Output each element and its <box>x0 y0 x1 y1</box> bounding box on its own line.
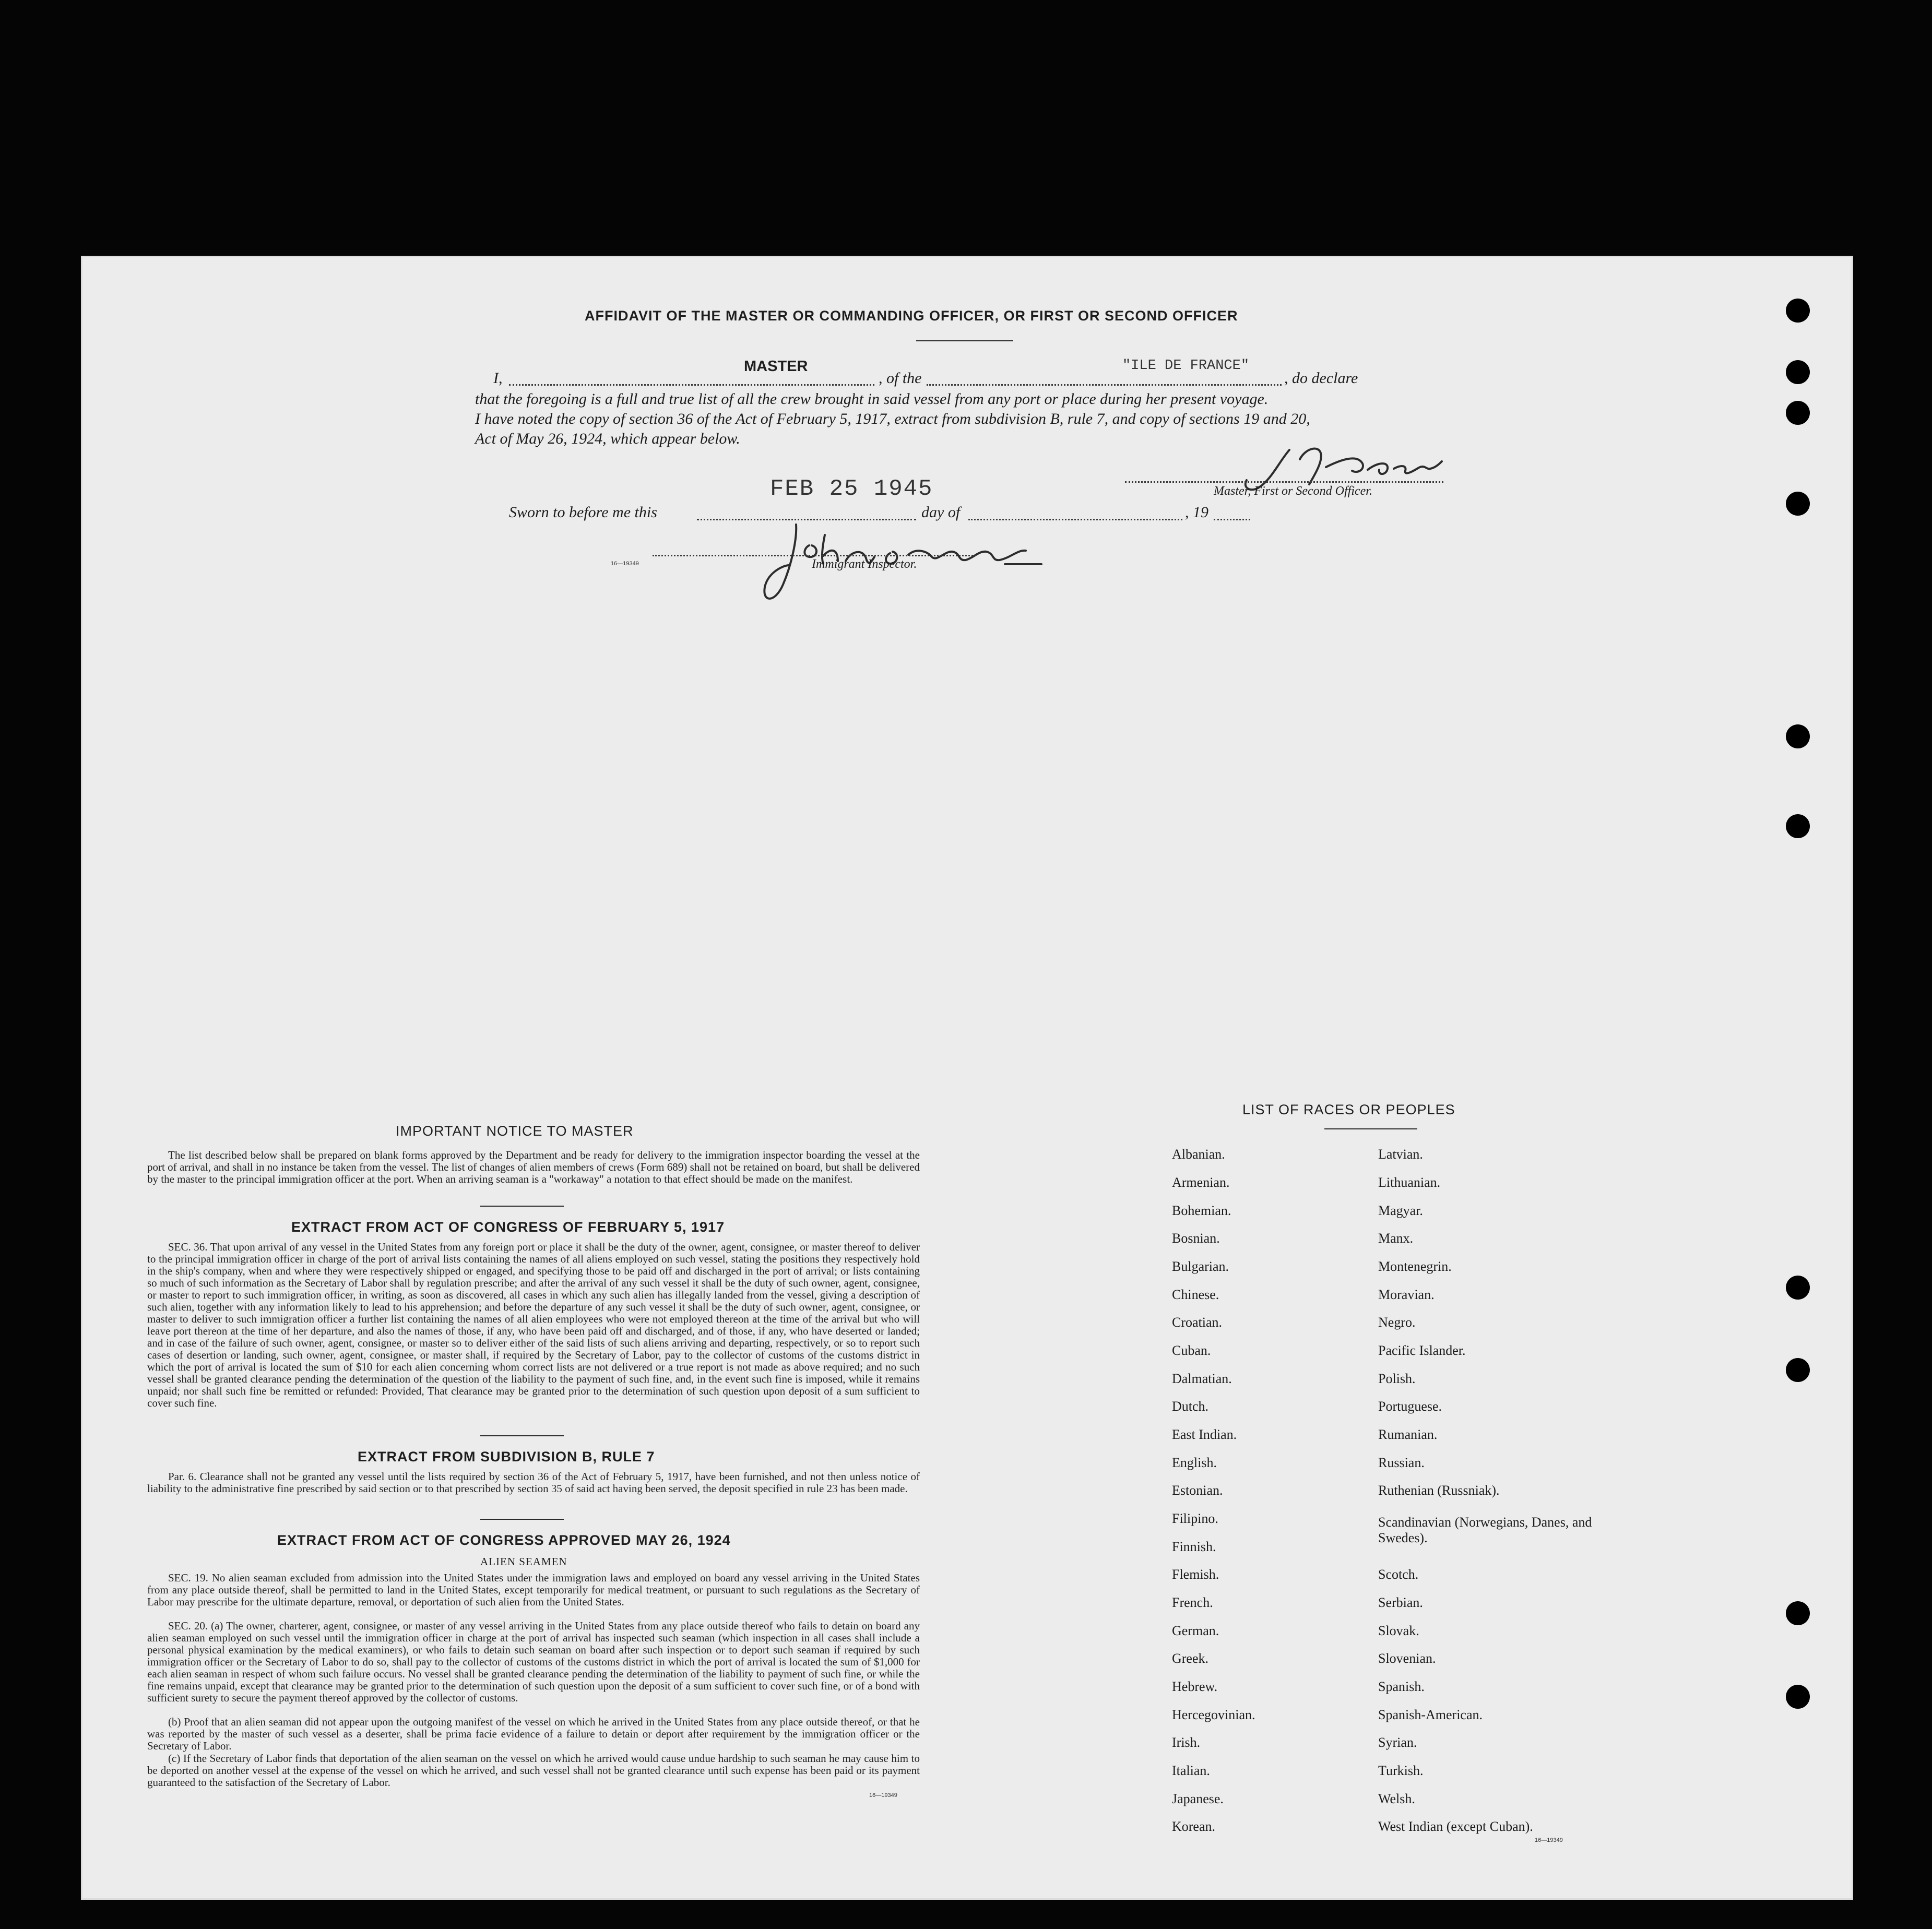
race-item: Irish. <box>1172 1735 1201 1750</box>
affidavit-line-2: that the foregoing is a full and true list of all the crew brought in said vessel from any port or place during her present voyage. <box>475 390 1269 408</box>
punch-hole <box>1786 492 1810 516</box>
do-declare-label: , do declare <box>1284 370 1358 387</box>
notice-title: IMPORTANT NOTICE TO MASTER <box>396 1123 634 1139</box>
race-item: Filipino. <box>1172 1511 1218 1526</box>
punch-hole <box>1786 1276 1810 1300</box>
of-the-label: , of the <box>879 370 922 387</box>
race-item: Flemish. <box>1172 1567 1219 1582</box>
race-item: Scandinavian (Norwegians, Danes, and Swedes). <box>1378 1515 1592 1545</box>
extract1924-sec20c: (c) If the Secretary of Labor finds that deportation of the alien seaman on the vessel on which he arrived would cause undue hardship to such seaman he may cause him to be deported on another vessel at the expense of the vessel on which he arrived, and such vessel shall not be granted clearance until such expense has been paid or its payment guaranteed to the satisfaction of the Secretary of Labor. <box>147 1752 920 1789</box>
extract1917-rule <box>480 1435 564 1436</box>
master-name-line <box>509 384 874 386</box>
race-item: Dutch. <box>1172 1399 1209 1414</box>
inspector-caption: Immigrant Inspector. <box>812 557 917 571</box>
races-rule <box>1324 1128 1417 1129</box>
punch-hole <box>1786 401 1810 425</box>
race-item: Bosnian. <box>1172 1231 1220 1246</box>
race-item: Welsh. <box>1378 1791 1415 1806</box>
punch-hole <box>1786 1685 1810 1709</box>
affidavit-line-3: I have noted the copy of section 36 of the Act of February 5, 1917, extract from subdivision B, rule 7, and copy of sections 19 and 20, <box>475 410 1310 427</box>
race-item: Hebrew. <box>1172 1679 1218 1694</box>
day-of-label: day of <box>921 504 961 521</box>
race-item: Finnish. <box>1172 1539 1216 1554</box>
race-item: Cuban. <box>1172 1343 1211 1358</box>
race-item: Russian. <box>1378 1455 1425 1470</box>
race-item: Slovak. <box>1378 1623 1419 1638</box>
punch-hole <box>1786 299 1810 323</box>
year-label: , 19 <box>1185 504 1208 521</box>
master-caption: Master, First or Second Officer. <box>1214 484 1372 498</box>
document-page <box>81 256 1853 1900</box>
race-item: Korean. <box>1172 1819 1216 1834</box>
race-item: West Indian (except Cuban). <box>1378 1819 1533 1834</box>
race-item: Lithuanian. <box>1378 1175 1441 1190</box>
race-item: East Indian. <box>1172 1427 1237 1442</box>
sworn-label: Sworn to before me this <box>509 504 657 521</box>
race-item: Croatian. <box>1172 1315 1223 1330</box>
extract1917-text: SEC. 36. That upon arrival of any vessel in the United States from any foreign port or place it shall be the duty of the owner, agent, consignee, or master thereof to deliver to the principal immigration officer in charge of the port of arrival lists containing the names of all aliens employed on such vessel, stating the positions they respectively hold in the ship's company, when and where they were respectively shipped or engaged, and specifying those to be paid off and discharged in the port of arrival; or lists containing so much of such information as the Secretary of Labor shall by regulation prescribe; and after the arrival of any such vessel it shall be the duty of such owner, agent, consignee, or master to report to such immigration officer, in writing, as soon as discovered, all cases in which any such alien has illegally landed from the vessel, giving a description of such alien, together with any information likely to lead to his apprehension; and before the departure of any such vessel it shall be the duty of such owner, agent, consignee, or master to deliver to such immigration officer a further list containing the names of all alien employees who were not employed thereon at the time of the arrival but who will leave port thereon at the time of her departure, and also the names of those, if any, who have been paid off and discharged, and of those, if any, who have deserted or landed; and in case of the failure of such owner, agent, consignee, or master so to deliver either of the said lists of such aliens arriving and departing, respectively, or so to report such cases of desertion or landing, such owner, agent, consignee, or master shall, if required by the Secretary of Labor, pay to the collector of customs of the customs district in which the port of arrival is located the sum of $10 for each alien concerning whom correct lists are not delivered or a true report is not made as above required; and no such vessel shall be granted clearance pending the determination of the question of the liability to the payment of such fine, and, in the event such fine is imposed, while it remains unpaid; nor shall such fine be remitted or refunded: Provided, That clearance may be granted prior to the determination of such question upon deposit of a sum sufficient to cover such fine. <box>147 1241 920 1409</box>
race-item: Pacific Islander. <box>1378 1343 1466 1358</box>
subdivisionB-rule <box>480 1519 564 1520</box>
extract1924-title: EXTRACT FROM ACT OF CONGRESS APPROVED MAY 26, 1924 <box>277 1532 731 1548</box>
date-stamp: FEB 25 1945 <box>770 476 933 502</box>
race-item: Syrian. <box>1378 1735 1417 1750</box>
race-item: Scotch. <box>1378 1567 1419 1582</box>
race-item: Armenian. <box>1172 1175 1230 1190</box>
affidavit-form-number: 16—19349 <box>611 561 639 567</box>
race-item: Spanish. <box>1378 1679 1425 1694</box>
punch-hole <box>1786 1601 1810 1625</box>
race-item: Slovenian. <box>1378 1651 1436 1666</box>
race-item: Serbian. <box>1378 1595 1423 1610</box>
subdivisionB-title: EXTRACT FROM SUBDIVISION B, RULE 7 <box>358 1449 655 1464</box>
extract1924-subtitle: ALIEN SEAMEN <box>480 1555 567 1568</box>
race-item: Ruthenian (Russniak). <box>1378 1483 1500 1498</box>
race-item: Polish. <box>1378 1371 1416 1386</box>
race-item: Spanish-American. <box>1378 1707 1483 1722</box>
race-item: Albanian. <box>1172 1147 1225 1162</box>
subdivisionB-text: Par. 6. Clearance shall not be granted any vessel until the lists required by section 36 of the Act of February 5, 1917, have been furnished, and not then unless notice of liability to the administrative fine prescribed by said section or to that prescribed by section 35 of said act having been served, the deposit specified in rule 23 has been made. <box>147 1470 920 1495</box>
vessel-name-line <box>927 384 1282 386</box>
vessel-name-value: "ILE DE FRANCE" <box>1122 358 1250 374</box>
race-item: Manx. <box>1378 1231 1414 1246</box>
race-item: Latvian. <box>1378 1147 1423 1162</box>
race-item: French. <box>1172 1595 1213 1610</box>
extract1924-sec19: SEC. 19. No alien seaman excluded from admission into the United States under the immigration laws and employed on board any vessel arriving in the United States from any place outside thereof, shall be permitted to land in the United States, except temporarily for medical treatment, or pursuant to such regulations as the Secretary of Labor may prescribe for the ultimate departure, removal, or deportation of such alien from the United States. <box>147 1571 920 1608</box>
race-item: Moravian. <box>1378 1287 1435 1302</box>
race-item: Japanese. <box>1172 1791 1224 1806</box>
race-item: Estonian. <box>1172 1483 1223 1498</box>
race-item: Italian. <box>1172 1763 1210 1778</box>
race-item: Bulgarian. <box>1172 1259 1229 1274</box>
punch-hole <box>1786 724 1810 748</box>
race-item: Greek. <box>1172 1651 1209 1666</box>
inspector-signature <box>760 519 1094 611</box>
inspector-signature-line <box>653 555 976 556</box>
race-item: German. <box>1172 1623 1219 1638</box>
race-item: Hercegovinian. <box>1172 1707 1255 1722</box>
races-title: LIST OF RACES OR PEOPLES <box>1242 1102 1455 1117</box>
notice-rule <box>480 1206 564 1207</box>
extract1917-title: EXTRACT FROM ACT OF CONGRESS OF FEBRUARY 5, 1917 <box>291 1219 725 1235</box>
race-item: Portuguese. <box>1378 1399 1442 1414</box>
sworn-year-line <box>1214 519 1250 520</box>
master-signature-line <box>1125 481 1443 483</box>
extract1924-form-number: 16—19349 <box>869 1792 897 1799</box>
extract1924-sec20b: (b) Proof that an alien seaman did not appear upon the outgoing manifest of the vessel on which he arrived in the United States from any place outside thereof, or that he was reported by the master of such vessel as a deserter, shall be prima facie evidence of a failure to detain or deport after requirement by the immigration officer or the Secretary of Labor. <box>147 1716 920 1752</box>
affidavit-title: AFFIDAVIT OF THE MASTER OR COMMANDING OFFICER, OR FIRST OR SECOND OFFICER <box>585 308 1238 324</box>
race-item: Rumanian. <box>1378 1427 1438 1442</box>
races-form-number: 16—19349 <box>1535 1837 1563 1843</box>
race-item: Magyar. <box>1378 1203 1423 1218</box>
affidavit-i-label: I, <box>493 370 503 387</box>
master-name-value: MASTER <box>744 358 808 375</box>
race-item: Chinese. <box>1172 1287 1219 1302</box>
notice-text: The list described below shall be prepared on blank forms approved by the Department and be ready for delivery to the immigration inspector boarding the vessel at the port of arrival, and shall in no instance be taken from the vessel. The list of changes of alien members of crews (Form 689) shall not be retained on board, but shall be delivered by the master to the principal immigration officer at the port. When an arriving seaman is a "workaway" a notation to that effect should be made on the manifest. <box>147 1149 920 1185</box>
race-item: Bohemian. <box>1172 1203 1231 1218</box>
punch-hole <box>1786 360 1810 384</box>
race-item: Negro. <box>1378 1315 1416 1330</box>
punch-hole <box>1786 814 1810 838</box>
extract1924-sec20a: SEC. 20. (a) The owner, charterer, agent, consignee, or master of any vessel arriving in the United States from any place outside thereof who fails to detain on board any alien seaman employed on such vessel until the immigration officer in charge at the port of arrival has inspected such seaman (which inspection in all cases shall include a personal physical examination by the medical examiners), or who fails to detain such seaman on board after such inspection or to deport such seaman if required by such immigration officer or the Secretary of Labor to do so, shall pay to the collector of customs of the customs district in which the port of arrival is located the sum of $1,000 for each alien seaman in respect of whom such failure occurs. No vessel shall be granted clearance pending the determination of the liability to payment of such fine, or while the fine remains unpaid, except that clearance may be granted prior to the determination of such question upon the deposit of a sum sufficient to cover such fine, or of a bond with sufficient surety to secure the payment thereof approved by the collector of customs. <box>147 1620 920 1704</box>
affidavit-line-4: Act of May 26, 1924, which appear below. <box>475 430 740 447</box>
race-item: English. <box>1172 1455 1217 1470</box>
race-item: Turkish. <box>1378 1763 1424 1778</box>
title-rule <box>916 340 1013 341</box>
punch-hole <box>1786 1358 1810 1382</box>
race-item: Dalmatian. <box>1172 1371 1232 1386</box>
race-item: Montenegrin. <box>1378 1259 1452 1274</box>
